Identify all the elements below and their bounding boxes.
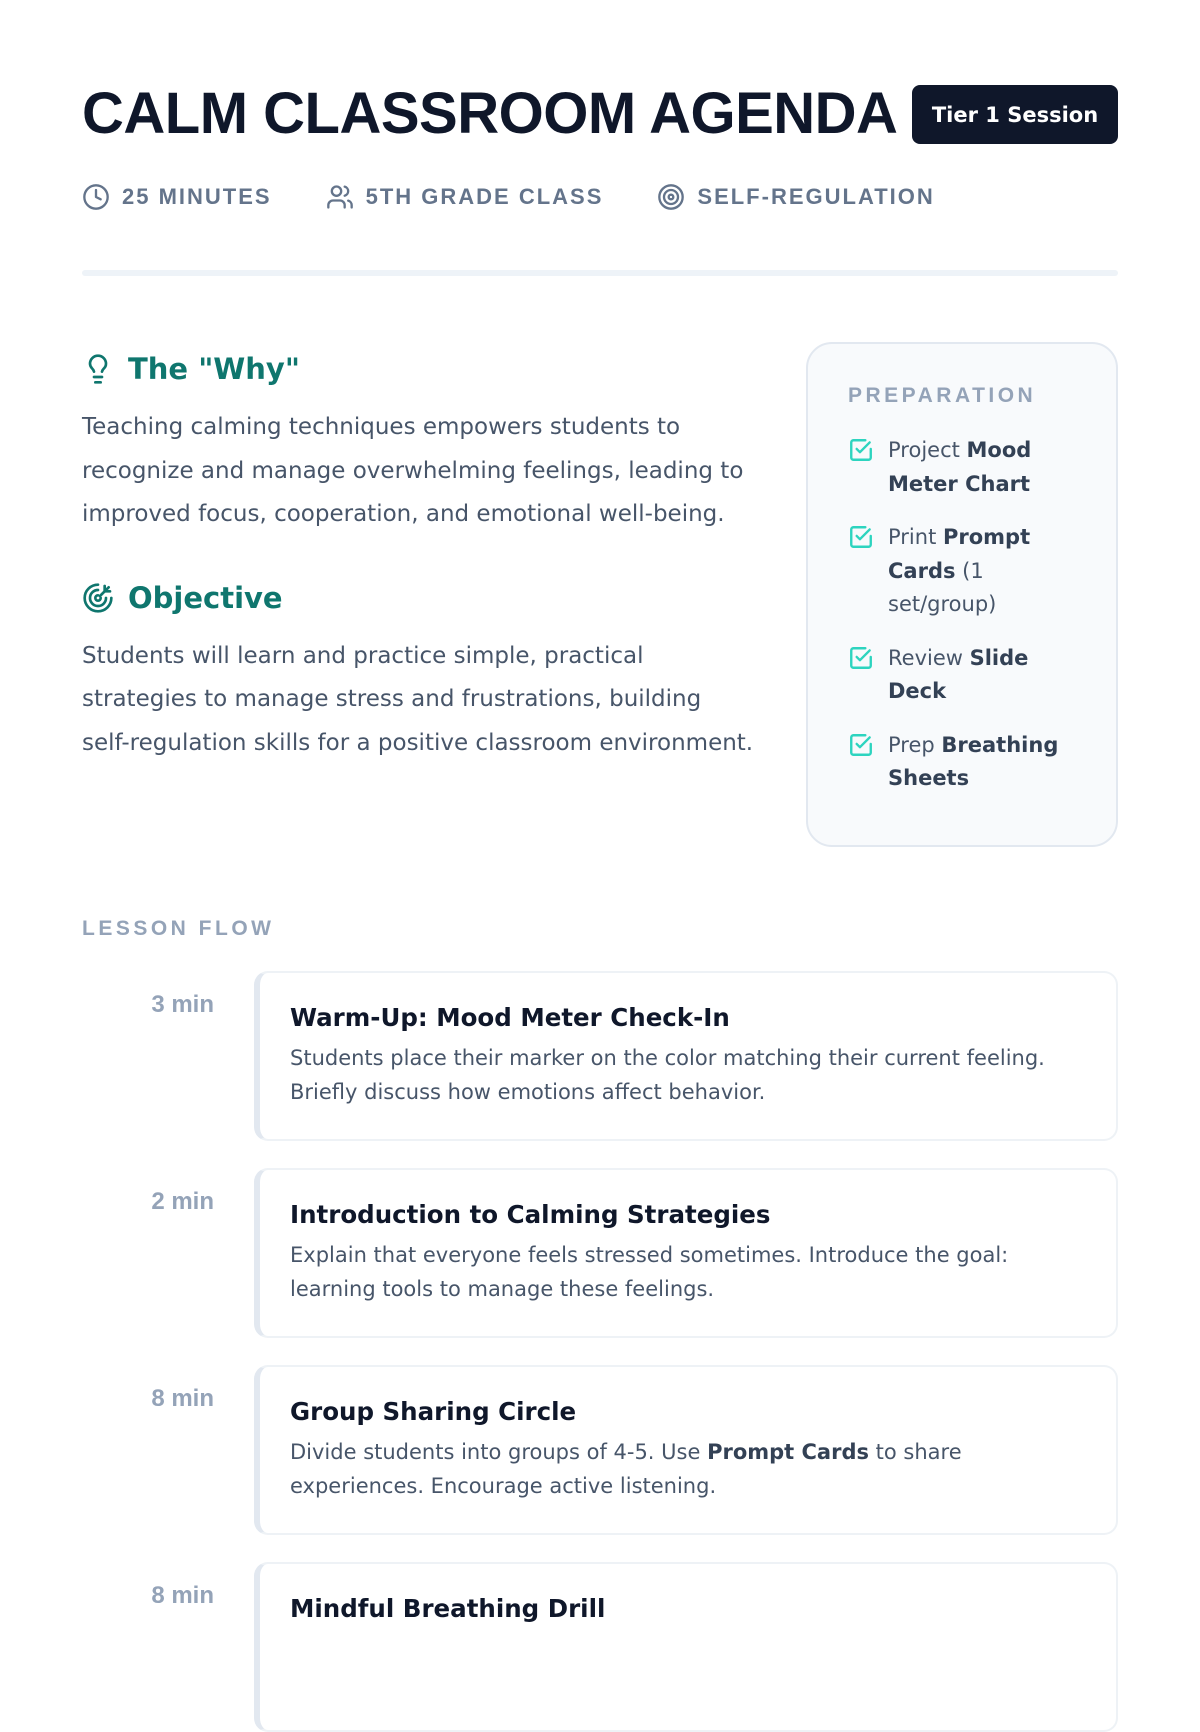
step-card bbox=[254, 1365, 1118, 1535]
prep-suffix: (1 set/group) bbox=[888, 558, 997, 616]
why-heading bbox=[82, 352, 754, 386]
objective-body: Students will learn and practice simple, practical strategies to manage stress and frustrations, building self-regulation skills for a positive classroom environment. bbox=[82, 642, 754, 756]
preparation-item[interactable] bbox=[848, 434, 1090, 501]
step-desc-text: Divide students into groups of 4-5. Use bbox=[290, 1440, 708, 1464]
preparation-item-text bbox=[888, 521, 1090, 622]
checkbox-checked-icon[interactable] bbox=[848, 524, 874, 550]
meta-audience bbox=[326, 183, 604, 211]
objective-title: Objective bbox=[128, 580, 283, 615]
lesson-step bbox=[82, 1365, 1118, 1535]
preparation-item-text bbox=[888, 642, 1090, 709]
tier-badge: Tier 1 Session bbox=[912, 85, 1118, 144]
clock-icon bbox=[82, 183, 110, 211]
step-desc-text: Students place their marker on the color matching their current feeling. Briefly discuss how emotions affect behavior. bbox=[290, 1046, 1045, 1104]
meta-focus-label: SELF-REGULATION bbox=[697, 184, 935, 209]
step-title: Introduction to Calming Strategies bbox=[290, 1200, 771, 1229]
checkbox-checked-icon[interactable] bbox=[848, 732, 874, 758]
preparation-list bbox=[848, 434, 1090, 796]
page-title: CALM CLASSROOM AGENDA bbox=[82, 81, 898, 146]
header bbox=[82, 0, 1118, 146]
step-duration: 3 min bbox=[151, 991, 214, 1018]
prep-bold: Prompt Cards bbox=[888, 525, 1031, 583]
preparation-item-text bbox=[888, 434, 1090, 501]
prep-prefix: Review bbox=[888, 645, 970, 670]
overview-text bbox=[82, 342, 754, 847]
prep-bold: Mood Meter Chart bbox=[888, 438, 1032, 496]
lesson-flow-heading: LESSON FLOW bbox=[82, 917, 275, 940]
preparation-item[interactable] bbox=[848, 729, 1090, 796]
preparation-item-text bbox=[888, 729, 1090, 796]
step-duration: 2 min bbox=[151, 1188, 214, 1215]
step-desc-text-end: to share experiences. Encourage active listening. bbox=[290, 1440, 962, 1498]
meta-bar bbox=[82, 182, 1118, 212]
lesson-step bbox=[82, 1168, 1118, 1338]
prep-prefix: Project bbox=[888, 438, 967, 462]
target-icon bbox=[657, 183, 685, 211]
users-icon bbox=[326, 183, 354, 211]
goal-icon bbox=[82, 582, 114, 614]
meta-focus bbox=[657, 183, 934, 211]
step-card bbox=[254, 971, 1118, 1141]
lesson-step bbox=[82, 971, 1118, 1141]
step-duration: 8 min bbox=[151, 1582, 214, 1609]
step-card bbox=[254, 1562, 1118, 1732]
step-title: Group Sharing Circle bbox=[290, 1397, 577, 1426]
objective-heading bbox=[82, 581, 754, 615]
lesson-flow-list bbox=[82, 971, 1118, 1732]
prep-prefix: Print bbox=[888, 525, 943, 549]
preparation-item[interactable] bbox=[848, 521, 1090, 622]
prep-prefix: Prep bbox=[888, 732, 942, 757]
step-description bbox=[290, 1436, 1086, 1503]
checkbox-checked-icon[interactable] bbox=[848, 437, 874, 463]
lesson-step bbox=[82, 1562, 1118, 1732]
meta-duration-label: 25 MINUTES bbox=[122, 184, 272, 209]
step-title: Warm-Up: Mood Meter Check-In bbox=[290, 1003, 730, 1032]
step-title: Mindful Breathing Drill bbox=[290, 1594, 606, 1623]
prep-bold: Slide Deck bbox=[888, 645, 1029, 703]
prep-bold: Breathing Sheets bbox=[888, 732, 1059, 790]
checkbox-checked-icon[interactable] bbox=[848, 645, 874, 671]
preparation-item[interactable] bbox=[848, 642, 1090, 709]
step-description bbox=[290, 1042, 1086, 1109]
lightbulb-icon bbox=[82, 353, 114, 385]
step-description bbox=[290, 1239, 1086, 1306]
step-desc-text: Explain that everyone feels stressed sometimes. Introduce the goal: learning tools to manage these feelings. bbox=[290, 1243, 1009, 1301]
preparation-title: PREPARATION bbox=[848, 384, 1037, 407]
step-duration: 8 min bbox=[151, 1385, 214, 1412]
why-body: Teaching calming techniques empowers students to recognize and manage overwhelming feelings, leading to improved focus, cooperation, and emotional well-being. bbox=[82, 414, 744, 527]
overview-section bbox=[82, 342, 1118, 847]
divider bbox=[82, 270, 1118, 276]
step-desc-bold: Prompt Cards bbox=[707, 1440, 869, 1464]
why-title: The "Why" bbox=[128, 352, 300, 386]
step-card bbox=[254, 1168, 1118, 1338]
meta-audience-label: 5TH GRADE CLASS bbox=[365, 184, 604, 209]
meta-duration bbox=[82, 183, 272, 211]
preparation-card bbox=[806, 342, 1118, 847]
